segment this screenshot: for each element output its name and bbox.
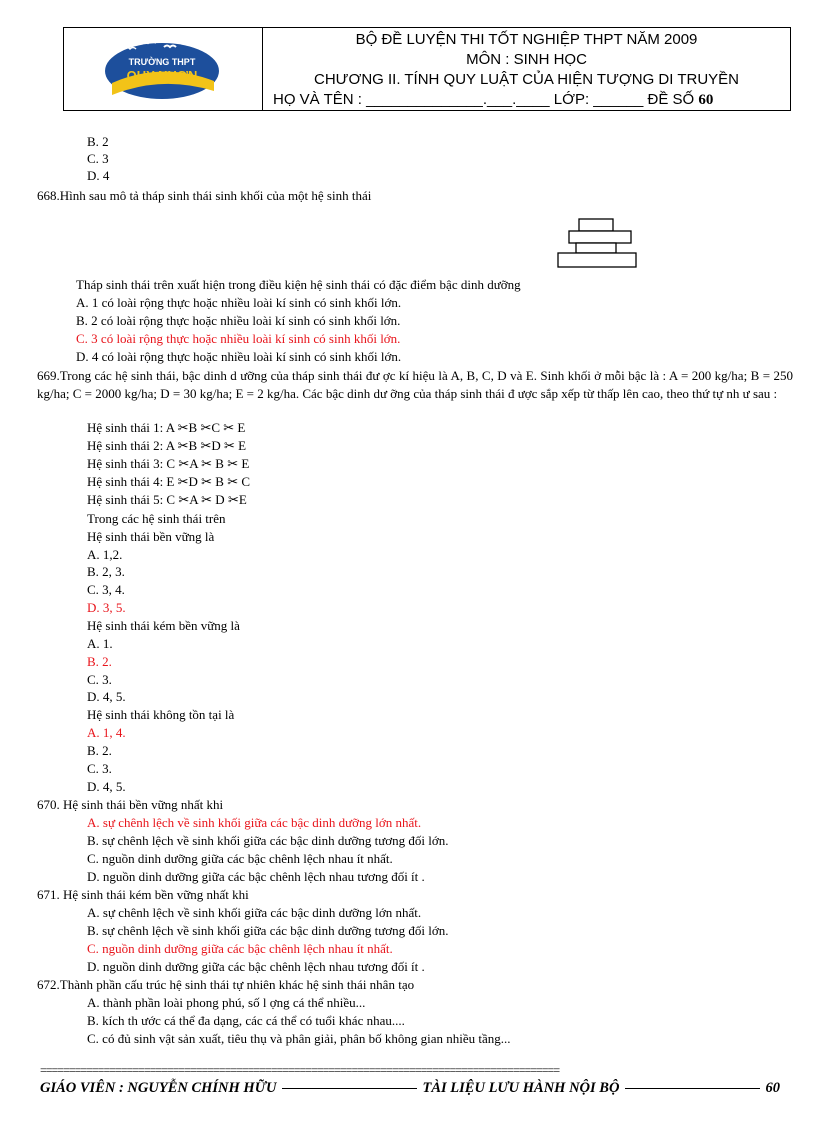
q668-option-d: D. 4 có loài rộng thực hoặc nhiều loài kí sinh có sinh khối lớn. (76, 349, 402, 364)
footer-rule: ========================================================================================== (40, 1063, 560, 1077)
q671-option-c-answer: C. nguồn dinh dưỡng giữa các bậc chênh lệch nhau ít nhất. (87, 941, 393, 956)
ecosystem-1: Hệ sinh thái 1: A ✂B ✂C ✂ E (87, 420, 246, 435)
ecosystem-3: Hệ sinh thái 3: C ✂A ✂ B ✂ E (87, 456, 250, 471)
footer-page-number: 60 (765, 1080, 781, 1096)
q670-option-c: C. nguồn dinh dưỡng giữa các bậc chênh lệch nhau ít nhất. (87, 851, 393, 866)
q671-option-a: A. sự chênh lệch về sinh khối giữa các bậc dinh dưỡng lớn nhất. (87, 905, 422, 920)
question-670: 670. Hệ sinh thái bền vững nhất khi (37, 797, 224, 812)
question-672: 672.Thành phần cấu trúc hệ sinh thái tự nhiên khác hệ sinh thái nhân tạo (37, 977, 415, 992)
q668-option-a: A. 1 có loài rộng thực hoặc nhiều loài kí sinh có sinh khối lớn. (76, 295, 402, 310)
sub3-option-b: B. 2. (87, 743, 112, 758)
prev-option-c: C. 3 (87, 151, 109, 166)
page-footer (40, 1080, 780, 1097)
sub1-option-a: A. 1,2. (87, 547, 123, 562)
logo-line1: TRƯỜNG THPT (128, 57, 196, 67)
ecosystem-2: Hệ sinh thái 2: A ✂B ✂D ✂ E (87, 438, 247, 453)
question-668: 668.Hình sau mô tả tháp sinh thái sinh khối của một hệ sinh thái (37, 188, 372, 203)
ecosystem-5: Hệ sinh thái 5: C ✂A ✂ D ✂E (87, 492, 247, 507)
question-669: 669.Trong các hệ sinh thái, bậc dinh d ưỡng của tháp sinh thái đư ợc kí hiệu là A, B, C, D và E. Sinh khối ở mỗi bậc là : A = 200 kg/ha; B = 250 kg/ha; C = 2000 kg/ha; D = 30 kg/ha; E = 2 kg/ha. Các bậc dinh dư ỡng của tháp sinh thái đ ược sắp xếp từ thấp lên cao, theo thứ tự nh ư sau : (37, 368, 793, 401)
name-class-fields: HỌ VÀ TÊN : ______________.___.____ LỚP: ______ ĐỀ SỐ (273, 91, 695, 108)
title-cell (263, 28, 790, 110)
q668-stem: Tháp sinh thái trên xuất hiện trong điều kiện hệ sinh thái có đặc điểm bậc dinh dưỡng (76, 277, 521, 292)
sub2-option-c: C. 3. (87, 672, 112, 687)
q668-option-b: B. 2 có loài rộng thực hoặc nhiều loài kí sinh có sinh khối lớn. (76, 313, 401, 328)
sub1-option-b: B. 2, 3. (87, 564, 125, 579)
q669-sub3: Hệ sinh thái không tồn tại là (87, 707, 235, 722)
sub3-option-c: C. 3. (87, 761, 112, 776)
name-line (263, 90, 790, 110)
title-line2: MÔN : SINH HỌC (466, 51, 587, 68)
footer-document-note: TÀI LIỆU LƯU HÀNH NỘI BỘ (422, 1080, 620, 1096)
q672-option-b: B. kích th ước cá thể đa dạng, các cá thể có tuổi khác nhau.... (87, 1013, 405, 1028)
sub3-option-d: D. 4, 5. (87, 779, 126, 794)
exam-number: 60 (698, 92, 714, 108)
question-671: 671. Hệ sinh thái kém bền vững nhất khi (37, 887, 249, 902)
sub2-option-a: A. 1. (87, 636, 113, 651)
q671-option-d: D. nguồn dinh dưỡng giữa các bậc chênh lệch nhau tương đối ít . (87, 959, 425, 974)
sub1-option-c: C. 3, 4. (87, 582, 125, 597)
footer-dash-1 (282, 1088, 416, 1089)
sub2-option-d: D. 4, 5. (87, 689, 126, 704)
q668-option-c-answer: C. 3 có loài rộng thực hoặc nhiều loài kí sinh có sinh khối lớn. (76, 331, 401, 346)
biomass-pyramid-diagram (557, 217, 637, 269)
q669-sub1: Hệ sinh thái bền vững là (87, 529, 215, 544)
ecosystem-4: Hệ sinh thái 4: E ✂D ✂ B ✂ C (87, 474, 251, 489)
q671-option-b: B. sự chênh lệch về sinh khối giữa các bậc dinh dưỡng tương đối lớn. (87, 923, 449, 938)
school-logo (102, 33, 222, 101)
title-line3: CHƯƠNG II. TÍNH QUY LUẬT CỦA HIỆN TƯỢNG DI TRUYỀN (313, 71, 740, 88)
q672-option-a: A. thành phần loài phong phú, số l ợng cá thể nhiều... (87, 995, 366, 1010)
sub1-option-d-answer: D. 3, 5. (87, 600, 126, 615)
footer-teacher: GIÁO VIÊN : NGUYỄN CHÍNH HỮU (40, 1080, 277, 1096)
sub3-option-a-answer: A. 1, 4. (87, 725, 126, 740)
q669-intro: Trong các hệ sinh thái trên (87, 511, 226, 526)
prev-option-d: D. 4 (87, 168, 110, 183)
logo-cell (64, 28, 263, 110)
prev-option-b: B. 2 (87, 134, 109, 149)
footer-dash-2 (625, 1088, 759, 1089)
page-header (63, 27, 791, 111)
q669-sub2: Hệ sinh thái kém bền vững là (87, 618, 240, 633)
q670-option-a-answer: A. sự chênh lệch về sinh khối giữa các bậc dinh dưỡng lớn nhất. (87, 815, 422, 830)
q672-option-c: C. có đủ sinh vật sản xuất, tiêu thụ và phân giải, phân bố không gian nhiều tầng... (87, 1031, 511, 1046)
q670-option-b: B. sự chênh lệch về sinh khối giữa các bậc dinh dưỡng tương đối lớn. (87, 833, 449, 848)
title-line1: BỘ ĐỀ LUYỆN THI TỐT NGHIỆP THPT NĂM 2009 (355, 31, 698, 48)
sub2-option-b-answer: B. 2. (87, 654, 112, 669)
logo-line2: QUY NHƠN (126, 68, 198, 83)
q670-option-d: D. nguồn dinh dưỡng giữa các bậc chênh lệch nhau tương đối ít . (87, 869, 425, 884)
